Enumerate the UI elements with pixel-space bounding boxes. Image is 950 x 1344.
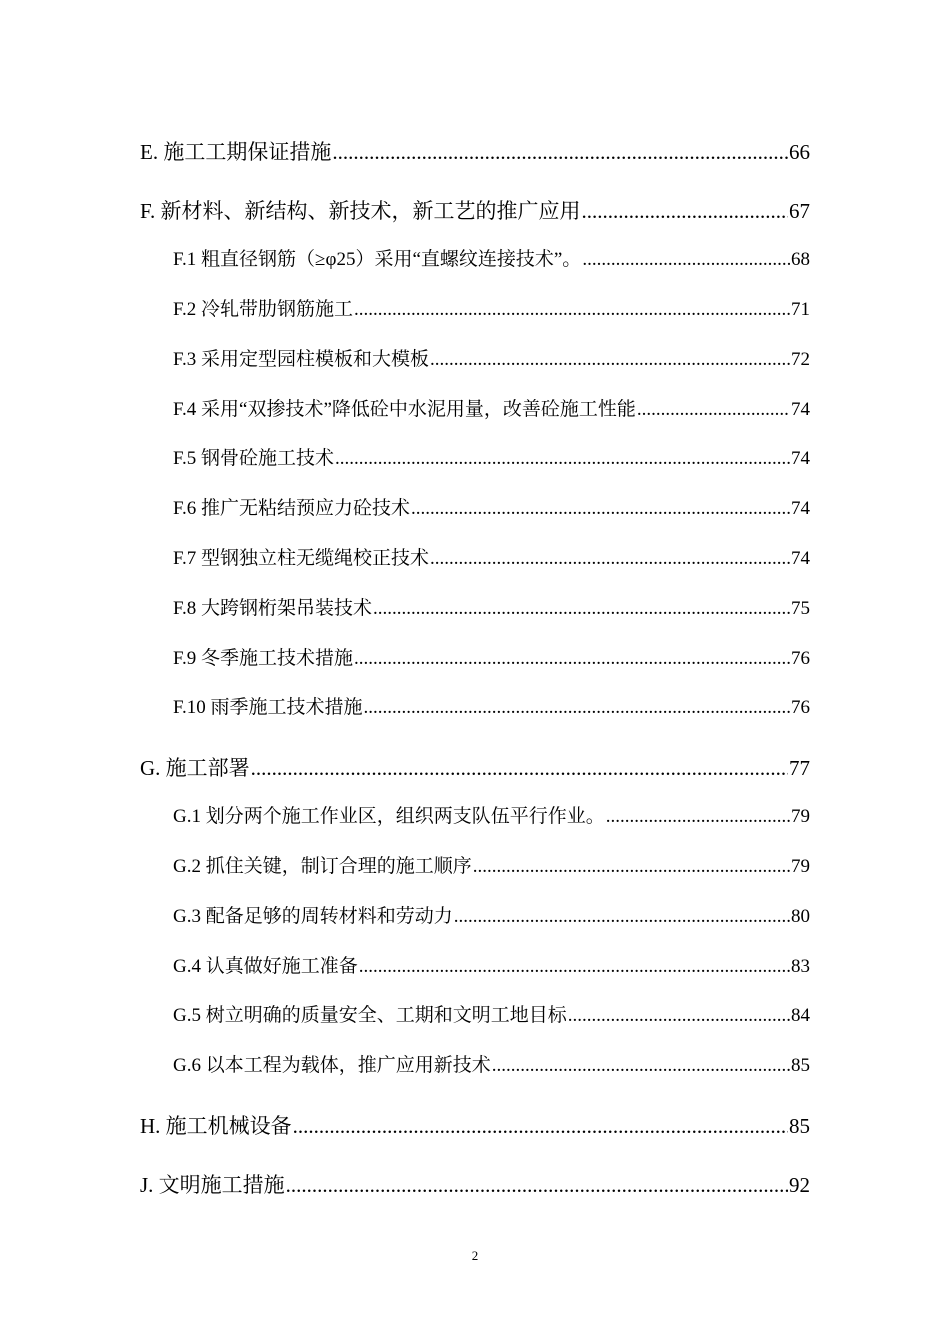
toc-entry-title: E. 施工工期保证措施 xyxy=(140,140,332,164)
toc-entry-title: G.1 划分两个施工作业区，组织两支队伍平行作业。 xyxy=(173,806,605,827)
toc-entry-title: F.2 冷轧带肋钢筋施工 xyxy=(173,299,354,320)
toc-entry[interactable] xyxy=(173,952,810,982)
toc-page-number: 85 xyxy=(789,1114,810,1138)
toc-dot-leader xyxy=(568,1001,790,1031)
toc-dot-leader xyxy=(637,395,790,425)
toc-entry-title: F.9 冬季施工技术措施 xyxy=(173,648,354,669)
toc-page-number: 74 xyxy=(791,448,810,469)
toc-entry[interactable] xyxy=(173,494,810,524)
toc-entry[interactable] xyxy=(173,693,810,723)
toc-entry-title: F. 新材料、新结构、新技术，新工艺的推广应用 xyxy=(140,199,581,223)
toc-dot-leader xyxy=(359,952,790,982)
toc-entry-title: F.1 粗直径钢筋（≥φ25）采用“直螺纹连接技术”。 xyxy=(173,249,582,270)
toc-entry-title: F.3 采用定型园柱模板和大模板 xyxy=(173,349,430,370)
toc-entry[interactable] xyxy=(173,345,810,375)
toc-dot-leader xyxy=(293,1111,788,1141)
toc-page-number: 92 xyxy=(789,1173,810,1197)
toc-entry[interactable] xyxy=(173,1001,810,1031)
toc-entry[interactable] xyxy=(140,1170,810,1200)
toc-entry-title: F.7 型钢独立柱无缆绳校正技术 xyxy=(173,548,430,569)
toc-entry[interactable] xyxy=(173,295,810,325)
toc-dot-leader xyxy=(335,444,790,474)
toc-page-number: 74 xyxy=(791,399,810,420)
toc-dot-leader xyxy=(430,544,790,574)
toc-page-number: 85 xyxy=(791,1055,810,1076)
toc-entry-title: F.6 推广无粘结预应力砼技术 xyxy=(173,498,411,519)
toc-dot-leader xyxy=(373,594,790,624)
toc-entry-title: G.6 以本工程为载体，推广应用新技术 xyxy=(173,1055,491,1076)
toc-page-number: 72 xyxy=(791,349,810,370)
toc-dot-leader xyxy=(251,753,788,783)
toc-page-number: 67 xyxy=(789,199,810,223)
page-footer-number: 2 xyxy=(471,1248,479,1263)
toc-page-number: 84 xyxy=(791,1005,810,1026)
toc-entry-title: G. 施工部署 xyxy=(140,756,250,780)
toc-page-number: 76 xyxy=(791,648,810,669)
toc-entry[interactable] xyxy=(173,245,810,275)
toc-entry[interactable] xyxy=(140,753,810,783)
toc-entry-title: F.10 雨季施工技术措施 xyxy=(173,697,363,718)
toc-entry-title: J. 文明施工措施 xyxy=(140,1173,285,1197)
toc-page-number: 68 xyxy=(791,249,810,270)
toc-dot-leader xyxy=(364,693,790,723)
toc-entry[interactable] xyxy=(140,1111,810,1141)
toc-dot-leader xyxy=(430,345,790,375)
toc-entry[interactable] xyxy=(140,196,810,226)
toc-page-number: 74 xyxy=(791,548,810,569)
toc-page-number: 80 xyxy=(791,906,810,927)
toc-page-number: 76 xyxy=(791,697,810,718)
toc-dot-leader xyxy=(473,852,790,882)
toc-dot-leader xyxy=(411,494,790,524)
toc-entry-title: F.8 大跨钢桁架吊装技术 xyxy=(173,598,373,619)
toc-entry[interactable] xyxy=(173,544,810,574)
toc-entry[interactable] xyxy=(173,852,810,882)
toc-entry[interactable] xyxy=(173,802,810,832)
toc-dot-leader xyxy=(582,196,789,226)
toc-dot-leader xyxy=(354,295,790,325)
toc-entry-title: G.3 配备足够的周转材料和劳动力 xyxy=(173,906,453,927)
toc-entry-title: F.4 采用“双掺技术”降低砼中水泥用量，改善砼施工性能 xyxy=(173,399,636,420)
toc-entry[interactable] xyxy=(173,444,810,474)
toc-dot-leader xyxy=(332,137,788,167)
toc-dot-leader xyxy=(286,1170,788,1200)
toc-entry-title: G.4 认真做好施工准备 xyxy=(173,956,358,977)
toc-page-number: 66 xyxy=(789,140,810,164)
toc-page-number: 74 xyxy=(791,498,810,519)
toc-page-number: 75 xyxy=(791,598,810,619)
toc-entry-title: F.5 钢骨砼施工技术 xyxy=(173,448,335,469)
toc-dot-leader xyxy=(492,1051,790,1081)
toc-entry[interactable] xyxy=(173,594,810,624)
toc-page-number: 79 xyxy=(791,806,810,827)
toc-entry-title: H. 施工机械设备 xyxy=(140,1114,292,1138)
toc-entry-title: G.2 抓住关键，制订合理的施工顺序 xyxy=(173,856,472,877)
toc-entry[interactable] xyxy=(173,902,810,932)
toc-page-number: 79 xyxy=(791,856,810,877)
toc-entry[interactable] xyxy=(173,1051,810,1081)
toc-entry-title: G.5 树立明确的质量安全、工期和文明工地目标 xyxy=(173,1005,567,1026)
toc-entry[interactable] xyxy=(140,137,810,167)
toc-page-number: 83 xyxy=(791,956,810,977)
toc-entry[interactable] xyxy=(173,395,810,425)
toc-dot-leader xyxy=(354,644,790,674)
toc-entry[interactable] xyxy=(173,644,810,674)
toc-page-number: 71 xyxy=(791,299,810,320)
toc-dot-leader xyxy=(606,802,790,832)
toc-page-number: 77 xyxy=(789,756,810,780)
toc-dot-leader xyxy=(454,902,790,932)
toc-dot-leader xyxy=(582,245,790,275)
